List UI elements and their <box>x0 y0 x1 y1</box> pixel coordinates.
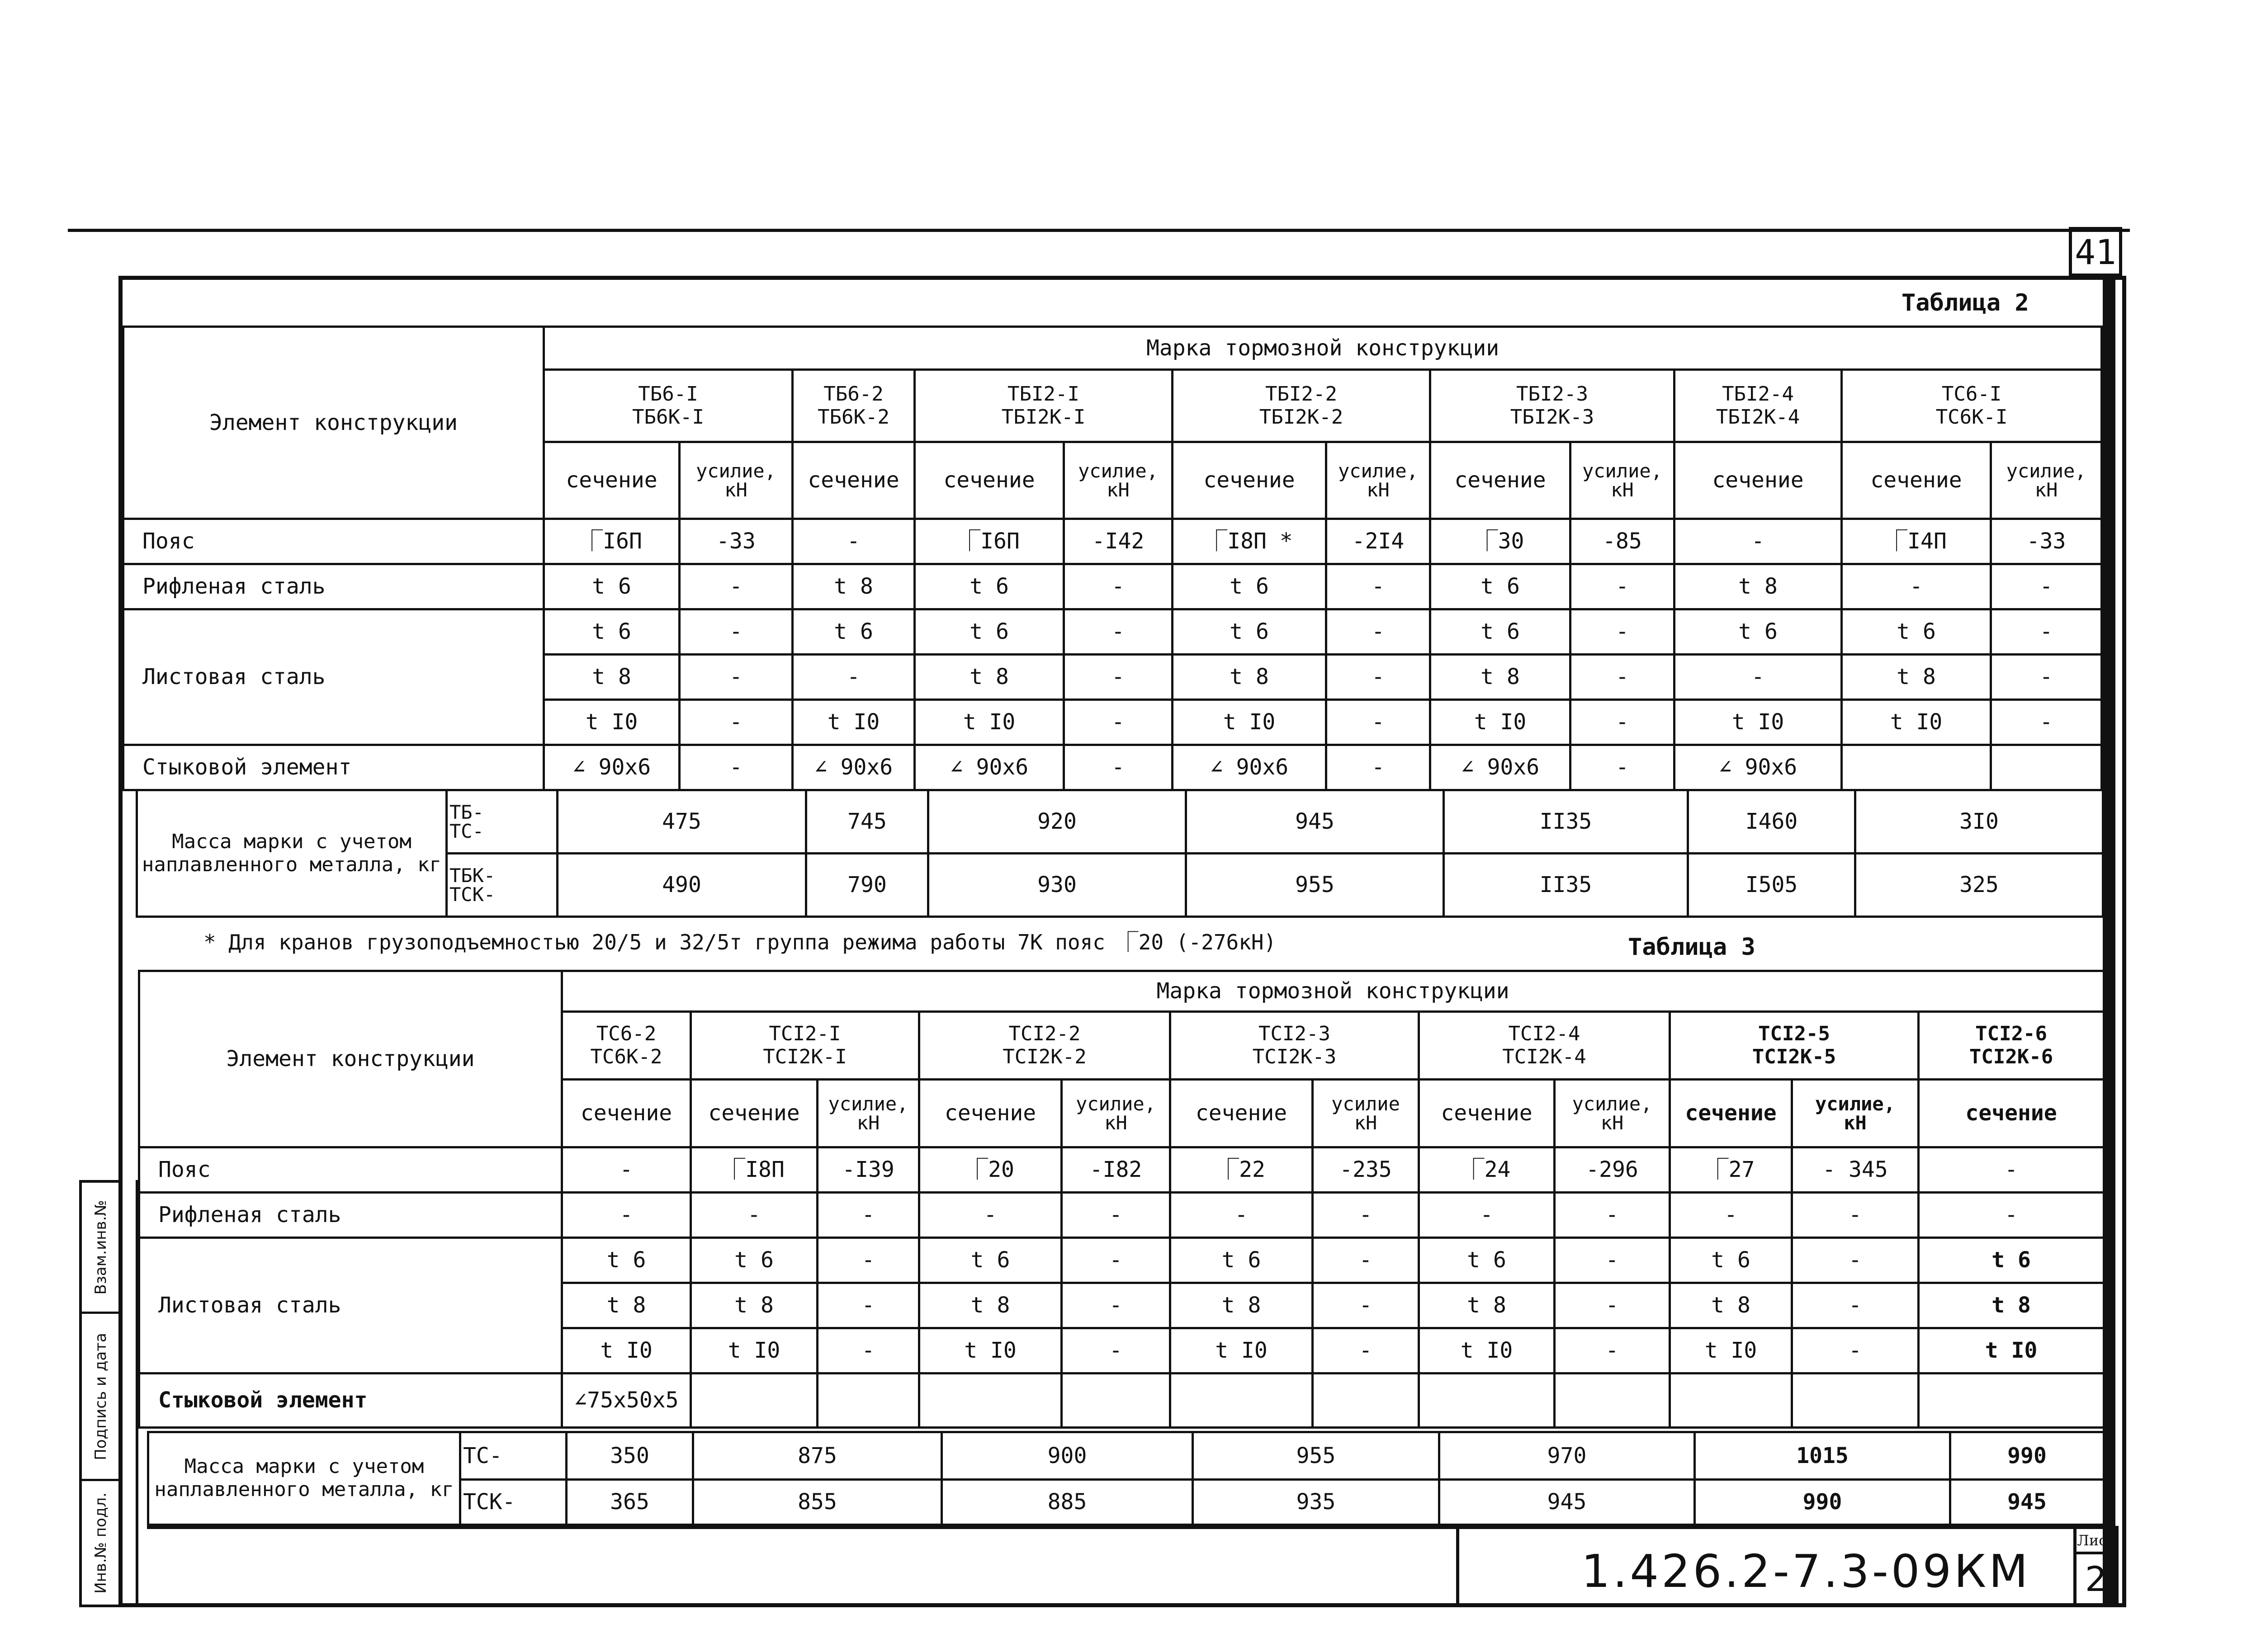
cell: -2I4 <box>1326 519 1430 564</box>
cell: - <box>1326 745 1430 790</box>
t2-mark-4: ТБI2-2 ТБI2К-2 <box>1173 370 1430 442</box>
cell: t 6 <box>919 1238 1062 1283</box>
t2-sub-force: усилие, кН <box>1326 442 1430 519</box>
cell: - <box>1570 609 1674 655</box>
cell: 365 <box>567 1480 693 1525</box>
cell: - <box>1064 655 1173 700</box>
cell: ∠ 90x6 <box>1173 745 1326 790</box>
cell: - <box>1570 655 1674 700</box>
cell: ⎾I6П <box>915 519 1064 564</box>
cell <box>1919 1374 2104 1428</box>
cell: t 8 <box>915 655 1064 700</box>
cell: t 6 <box>915 564 1064 609</box>
cell: - <box>1062 1328 1170 1374</box>
t2-sub-section: сечение <box>1674 442 1842 519</box>
t3-sub-force: усилие, кН <box>1792 1080 1919 1147</box>
t3-sub-section: сечение <box>691 1080 818 1147</box>
cell: -33 <box>680 519 793 564</box>
cell: - <box>793 655 915 700</box>
cell: 350 <box>567 1432 693 1480</box>
cell: - <box>1555 1283 1670 1328</box>
t2-sub-section: сечение <box>1842 442 1991 519</box>
cell: - <box>562 1147 691 1193</box>
cell: - <box>1792 1328 1919 1374</box>
t3-row-list-1 <box>139 1238 2104 1283</box>
cell: t I0 <box>544 700 680 745</box>
cell: -296 <box>1555 1147 1670 1193</box>
cell: 920 <box>928 790 1186 854</box>
cell <box>1792 1374 1919 1428</box>
cell: - <box>1326 609 1430 655</box>
cell: 955 <box>1193 1432 1439 1480</box>
cell <box>1991 745 2102 790</box>
cell: t 6 <box>691 1238 818 1283</box>
table2-mass <box>136 789 2104 918</box>
t2-row-rifl <box>123 564 2102 609</box>
row-label: Листовая сталь <box>123 609 544 745</box>
table3-mass <box>147 1431 2105 1526</box>
cell: - <box>680 609 793 655</box>
cell: - <box>1570 745 1674 790</box>
t3-sub-force: усилие, кН <box>818 1080 919 1147</box>
cell: t 6 <box>1670 1238 1792 1283</box>
cell: I505 <box>1688 854 1855 917</box>
t2-mark-3: ТБI2-I ТБI2К-I <box>915 370 1173 442</box>
table3 <box>138 970 2105 1429</box>
sheet-number: 2 <box>2085 1559 2107 1599</box>
sheet-box <box>2073 1526 2119 1607</box>
cell: - <box>680 564 793 609</box>
cell: 325 <box>1855 854 2103 917</box>
side-strip-inner-line <box>136 1180 138 1607</box>
t3-mark-7: ТСI2-6 ТСI2К-6 <box>1919 1012 2104 1080</box>
cell: t 8 <box>544 655 680 700</box>
cell: - <box>1064 609 1173 655</box>
t3-sub-force: усилие, кН <box>1062 1080 1170 1147</box>
t2-sub-section: сечение <box>544 442 680 519</box>
cell: - <box>919 1193 1062 1238</box>
t3-mark-6: ТСI2-5 ТСI2К-5 <box>1670 1012 1919 1080</box>
t2-mass-sub2: ТБК- ТСК- <box>447 854 558 917</box>
footnote: * Для кранов грузоподъемностью 20/5 и 32/5т группа режима работы 7К пояс ⎾20 (-276кН) <box>203 930 1277 954</box>
t3-mark-5: ТСI2-4 ТСI2К-4 <box>1419 1012 1670 1080</box>
cell: ∠75x50x5 <box>562 1374 691 1428</box>
cell: - <box>1919 1147 2104 1193</box>
side-text-signature: Подпись и дата <box>91 1332 110 1460</box>
cell: - <box>1842 564 1991 609</box>
drawing-code: 1.426.2-7.3-09КМ <box>1581 1545 2031 1598</box>
side-cell-signature <box>82 1314 119 1481</box>
cell <box>1842 745 1991 790</box>
cell: 475 <box>558 790 806 854</box>
cell: - <box>1792 1238 1919 1283</box>
cell: - <box>1064 745 1173 790</box>
t2-mass-label: Масса марки с учетом наплавленного металла, кг <box>137 790 447 917</box>
table3-caption: Таблица 3 <box>1628 934 1755 961</box>
t3-mark-4: ТСI2-3 ТСI2К-3 <box>1170 1012 1419 1080</box>
t3-row-poyas <box>139 1147 2104 1193</box>
cell: 945 <box>1950 1480 2104 1525</box>
cell: II35 <box>1444 790 1688 854</box>
cell <box>818 1374 919 1428</box>
cell: t 8 <box>1919 1283 2104 1328</box>
cell: t 8 <box>1842 655 1991 700</box>
cell: t I0 <box>1842 700 1991 745</box>
cell: - <box>1670 1193 1792 1238</box>
cell: 930 <box>928 854 1186 917</box>
t2-group-header: Марка тормозной конструкции <box>544 327 2102 370</box>
cell: t I0 <box>1419 1328 1555 1374</box>
cell: 935 <box>1193 1480 1439 1525</box>
cell: 970 <box>1439 1432 1695 1480</box>
side-cell-inventory <box>82 1481 119 1605</box>
t3-sub-force: усилие кН <box>1313 1080 1419 1147</box>
cell: - <box>691 1193 818 1238</box>
cell: - <box>562 1193 691 1238</box>
cell: 875 <box>693 1432 942 1480</box>
cell: ⎾27 <box>1670 1147 1792 1193</box>
t3-mark-2: ТСI2-I ТСI2К-I <box>691 1012 919 1080</box>
cell: - <box>1555 1328 1670 1374</box>
t2-mark-2: ТБ6-2 ТБ6К-2 <box>793 370 915 442</box>
t3-row-styk <box>139 1374 2104 1428</box>
cell: - <box>1991 655 2102 700</box>
cell: t 8 <box>1170 1283 1313 1328</box>
cell: - <box>1062 1283 1170 1328</box>
cell: t 6 <box>1419 1238 1555 1283</box>
cell: - <box>1064 700 1173 745</box>
cell: ⎾22 <box>1170 1147 1313 1193</box>
cell <box>691 1374 818 1428</box>
t2-mass-sub1: ТБ- ТС- <box>447 790 558 854</box>
cell: - <box>818 1283 919 1328</box>
cell: - <box>1062 1193 1170 1238</box>
cell: t 6 <box>1674 609 1842 655</box>
cell: 3I0 <box>1855 790 2103 854</box>
cell: t I0 <box>1430 700 1570 745</box>
t2-row-poyas <box>123 519 2102 564</box>
cell: - <box>1674 519 1842 564</box>
side-text-replace: Взам.инв.№ <box>91 1199 110 1295</box>
t3-sub-force: усилие, кН <box>1555 1080 1670 1147</box>
cell: - <box>680 655 793 700</box>
t3-mark-1: ТС6-2 ТС6К-2 <box>562 1012 691 1080</box>
table2 <box>122 326 2103 791</box>
table2-caption: Таблица 2 <box>1902 289 2029 316</box>
cell: t 8 <box>1419 1283 1555 1328</box>
cell: t I0 <box>1919 1328 2104 1374</box>
t2-mark-1: ТБ6-I ТБ6К-I <box>544 370 793 442</box>
cell: t 6 <box>1842 609 1991 655</box>
side-strip <box>79 1180 122 1607</box>
t2-row-list-1 <box>123 609 2102 655</box>
t2-mark-7: ТС6-I ТС6К-I <box>1842 370 2102 442</box>
t2-sub-section: сечение <box>793 442 915 519</box>
cell: t 8 <box>793 564 915 609</box>
cell: - <box>793 519 915 564</box>
cell: t 6 <box>562 1238 691 1283</box>
cell: -33 <box>1991 519 2102 564</box>
t3-mass-label: Масса марки с учетом наплавленного металла, кг <box>148 1432 460 1525</box>
cell: - <box>1991 564 2102 609</box>
t3-mass-sub1: ТС- <box>460 1432 567 1480</box>
cell: t I0 <box>1170 1328 1313 1374</box>
cell: ∠ 90x6 <box>1430 745 1570 790</box>
t3-group-header: Марка тормозной конструкции <box>562 971 2104 1012</box>
cell: - <box>1991 609 2102 655</box>
t3-sub-section: сечение <box>1419 1080 1555 1147</box>
cell: - <box>818 1328 919 1374</box>
cell: t 8 <box>1430 655 1570 700</box>
cell: -I82 <box>1062 1147 1170 1193</box>
cell: 885 <box>942 1480 1193 1525</box>
t2-sub-force: усилие, кН <box>1064 442 1173 519</box>
cell: ⎾I6П <box>544 519 680 564</box>
cell: -I42 <box>1064 519 1173 564</box>
cell <box>1419 1374 1555 1428</box>
cell: 790 <box>806 854 928 917</box>
cell: -235 <box>1313 1147 1419 1193</box>
cell: - <box>1792 1193 1919 1238</box>
cell: 490 <box>558 854 806 917</box>
cell: ∠ 90x6 <box>544 745 680 790</box>
side-cell-replace <box>82 1183 119 1314</box>
cell: I460 <box>1688 790 1855 854</box>
cell <box>1313 1374 1419 1428</box>
cell: t I0 <box>1670 1328 1792 1374</box>
cell: - <box>1313 1328 1419 1374</box>
cell: - <box>1419 1193 1555 1238</box>
cell: - <box>818 1193 919 1238</box>
cell: t 6 <box>1430 609 1570 655</box>
cell <box>1062 1374 1170 1428</box>
cell: ∠ 90x6 <box>915 745 1064 790</box>
cell: 855 <box>693 1480 942 1525</box>
row-label: Стыковой элемент <box>139 1374 562 1428</box>
cell: - <box>1326 700 1430 745</box>
cell: - <box>680 745 793 790</box>
t3-element-header: Элемент конструкции <box>139 971 562 1147</box>
cell: ⎾I4П <box>1842 519 1991 564</box>
t3-sub-section: сечение <box>1170 1080 1313 1147</box>
cell <box>1670 1374 1792 1428</box>
t3-row-rifl <box>139 1193 2104 1238</box>
t2-mark-6: ТБI2-4 ТБI2К-4 <box>1674 370 1842 442</box>
cell: t 6 <box>1919 1238 2104 1283</box>
cell: 745 <box>806 790 928 854</box>
t3-sub-section: сечение <box>1670 1080 1792 1147</box>
row-label: Рифленая сталь <box>123 564 544 609</box>
cell: - <box>1313 1193 1419 1238</box>
cell: - <box>1064 564 1173 609</box>
t2-sub-force: усилие, кН <box>680 442 793 519</box>
cell: ∠ 90x6 <box>793 745 915 790</box>
t3-mass-sub2: ТСК- <box>460 1480 567 1525</box>
cell: - <box>1792 1283 1919 1328</box>
t2-element-header: Элемент конструкции <box>123 327 544 519</box>
cell: t I0 <box>915 700 1064 745</box>
cell: t I0 <box>1173 700 1326 745</box>
t3-sub-section: сечение <box>1919 1080 2104 1147</box>
side-text-inventory: Инв.№ подл. <box>91 1492 110 1594</box>
cell: - <box>1313 1283 1419 1328</box>
row-label: Пояс <box>139 1147 562 1193</box>
cell: 1015 <box>1695 1432 1950 1480</box>
cell: t I0 <box>793 700 915 745</box>
cell: 990 <box>1695 1480 1950 1525</box>
cell <box>1555 1374 1670 1428</box>
cell: - <box>1919 1193 2104 1238</box>
cell: -85 <box>1570 519 1674 564</box>
cell: t 8 <box>919 1283 1062 1328</box>
t2-row-styk <box>123 745 2102 790</box>
cell: ⎾24 <box>1419 1147 1555 1193</box>
cell: - 345 <box>1792 1147 1919 1193</box>
cell: t 6 <box>1173 609 1326 655</box>
t2-sub-section: сечение <box>915 442 1064 519</box>
cell <box>919 1374 1062 1428</box>
cell: 900 <box>942 1432 1193 1480</box>
t2-sub-section: сечение <box>1173 442 1326 519</box>
cell: t 8 <box>562 1283 691 1328</box>
cell: - <box>818 1238 919 1283</box>
t3-sub-section: сечение <box>562 1080 691 1147</box>
cell: t 6 <box>544 609 680 655</box>
cell: - <box>1170 1193 1313 1238</box>
cell: -I39 <box>818 1147 919 1193</box>
cell: t I0 <box>919 1328 1062 1374</box>
cell: ⎾I8П * <box>1173 519 1326 564</box>
t2-sub-force: усилие, кН <box>1570 442 1674 519</box>
cell: - <box>1991 700 2102 745</box>
cell: - <box>1062 1238 1170 1283</box>
page-number: 41 <box>2069 227 2122 277</box>
cell: t 6 <box>1170 1238 1313 1283</box>
cell: - <box>1570 700 1674 745</box>
cell: t 6 <box>544 564 680 609</box>
row-label: Листовая сталь <box>139 1238 562 1374</box>
row-label: Рифленая сталь <box>139 1193 562 1238</box>
cell: II35 <box>1444 854 1688 917</box>
cell: t 6 <box>1430 564 1570 609</box>
cell: t I0 <box>691 1328 818 1374</box>
t2-sub-section: сечение <box>1430 442 1570 519</box>
t2-mark-5: ТБI2-3 ТБI2К-3 <box>1430 370 1674 442</box>
cell: - <box>1313 1238 1419 1283</box>
cell: ⎾I8П <box>691 1147 818 1193</box>
cell: - <box>1555 1238 1670 1283</box>
cell: t 6 <box>1173 564 1326 609</box>
row-label: Пояс <box>123 519 544 564</box>
cell: t I0 <box>1674 700 1842 745</box>
cell: 945 <box>1186 790 1444 854</box>
cell: t 8 <box>691 1283 818 1328</box>
cell: t I0 <box>562 1328 691 1374</box>
cell <box>1170 1374 1313 1428</box>
cell: t 8 <box>1173 655 1326 700</box>
top-rule <box>68 229 2130 232</box>
cell: 955 <box>1186 854 1444 917</box>
cell: - <box>1326 655 1430 700</box>
cell: t 8 <box>1670 1283 1792 1328</box>
cell: - <box>1555 1193 1670 1238</box>
cell: 945 <box>1439 1480 1695 1525</box>
cell: ⎾30 <box>1430 519 1570 564</box>
cell: - <box>1326 564 1430 609</box>
t3-mark-3: ТСI2-2 ТСI2К-2 <box>919 1012 1170 1080</box>
cell: t 6 <box>915 609 1064 655</box>
cell: - <box>680 700 793 745</box>
cell: 990 <box>1950 1432 2104 1480</box>
cell: ∠ 90x6 <box>1674 745 1842 790</box>
title-block <box>1456 1526 2076 1607</box>
cell: t 6 <box>793 609 915 655</box>
cell: ⎾20 <box>919 1147 1062 1193</box>
cell: t 8 <box>1674 564 1842 609</box>
cell: - <box>1570 564 1674 609</box>
cell: - <box>1674 655 1842 700</box>
t2-sub-force: усилие, кН <box>1991 442 2102 519</box>
t3-sub-section: сечение <box>919 1080 1062 1147</box>
row-label: Стыковой элемент <box>123 745 544 790</box>
sheet-label: Лист <box>2077 1529 2115 1554</box>
